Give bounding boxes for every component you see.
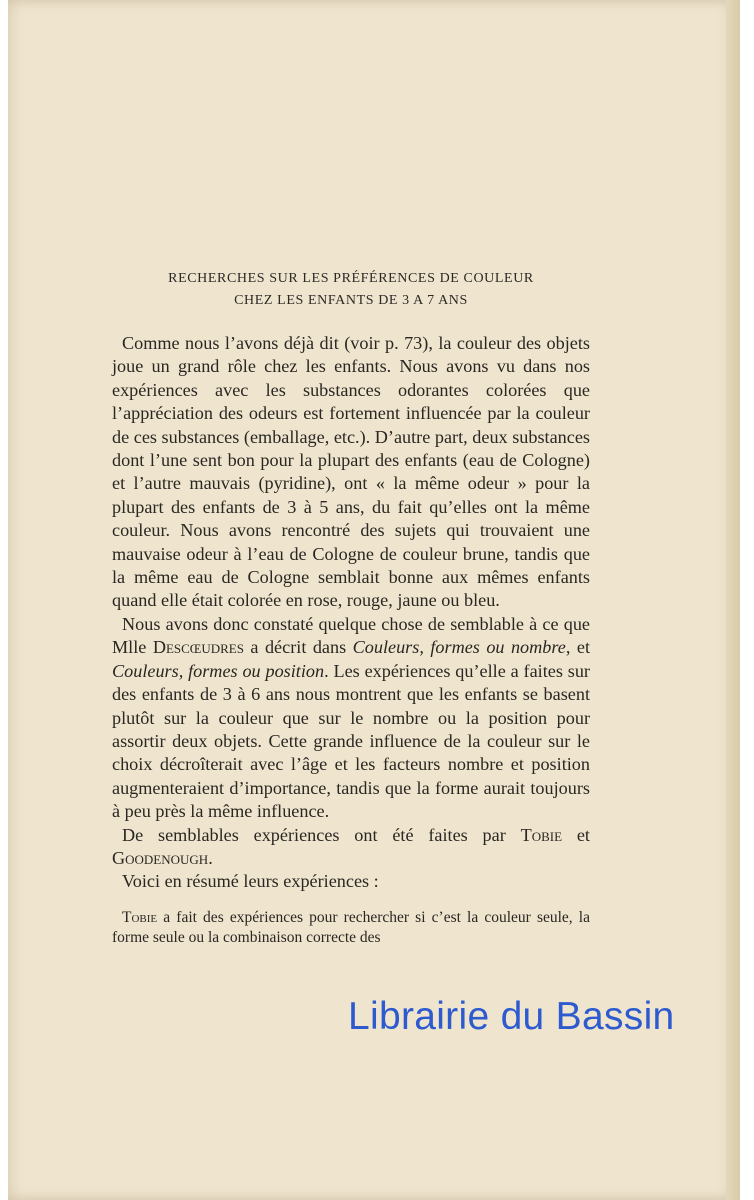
p3-text-c: .: [208, 847, 213, 868]
p2-text-a: Nous avons donc constaté quelque chose de semblable à ce que Mlle: [112, 613, 590, 658]
heading-line-1: RECHERCHES SUR LES PRÉFÉRENCES DE COULEUR: [168, 271, 534, 286]
paragraph-1: Comme nous l’avons déjà dit (voir p. 73), la couleur des objets joue un grand rôle chez les enfants. Nous avons vu dans nos expériences avec les substances odorantes colorées que l’appréciation des odeurs est fortement influencée par la couleur de ces substances (emballage, etc.). D’autre part, deux substances dont l’une sent bon pour la plupart des enfants (eau de Cologne) et l’autre mauvais (pyridine), ont « la même odeur » pour la plupart des enfants de 3 à 5 ans, du fait qu’elles ont la même couleur. Nous avons rencontré des sujets qui trouvaient une mauvaise odeur à l’eau de Cologne de couleur brune, tandis que la même eau de Cologne semblait bonne aux mêmes enfants quand elle était colorée en rose, rouge, jaune ou bleu.: [112, 333, 590, 611]
heading-line-2: CHEZ LES ENFANTS DE 3 A 7 ANS: [234, 293, 468, 308]
book-title-1: Couleurs, formes ou nombre: [352, 637, 566, 658]
page-edge: [726, 0, 740, 1200]
p3-text-b: et: [562, 824, 590, 845]
paragraph-4: Voici en résumé leurs expériences :: [122, 871, 379, 892]
p5-text: a fait des expériences pour rechercher si c’est la couleur seule, la forme seule ou la combinaison correcte des: [112, 908, 590, 946]
author-name-goodenough: Goodenough: [112, 847, 209, 868]
watermark-logo: Librairie du Bassin: [348, 995, 675, 1038]
section-heading: [112, 268, 590, 312]
text-block: [112, 268, 590, 948]
p3-text-a: De semblables expériences ont été faites par: [122, 824, 521, 845]
author-name-tobie: Tobie: [520, 824, 563, 845]
p2-text-c: , et: [565, 637, 590, 658]
author-name-tobie-2: Tobie: [122, 908, 158, 926]
p2-text-b: a décrit dans: [243, 637, 353, 658]
book-title-2: Couleurs, formes ou position: [112, 660, 325, 681]
paragraph-2: [112, 613, 590, 824]
p2-text-d: . Les expériences qu’elle a faites sur des enfants de 3 à 6 ans nous montrent que les enfants se basent plutôt sur la couleur que sur le nombre ou la position pour assortir deux objets. Cette grande influence de la couleur sur le choix décroîterait avec l’âge et les facteurs nombre et position augmenteraient d’importance, tandis que la forme aurait toujours à peu près la même influence.: [112, 660, 590, 822]
author-name-descoeudres: Descœudres: [152, 637, 244, 658]
paragraph-3: [112, 824, 590, 871]
paragraph-5: [112, 908, 590, 948]
